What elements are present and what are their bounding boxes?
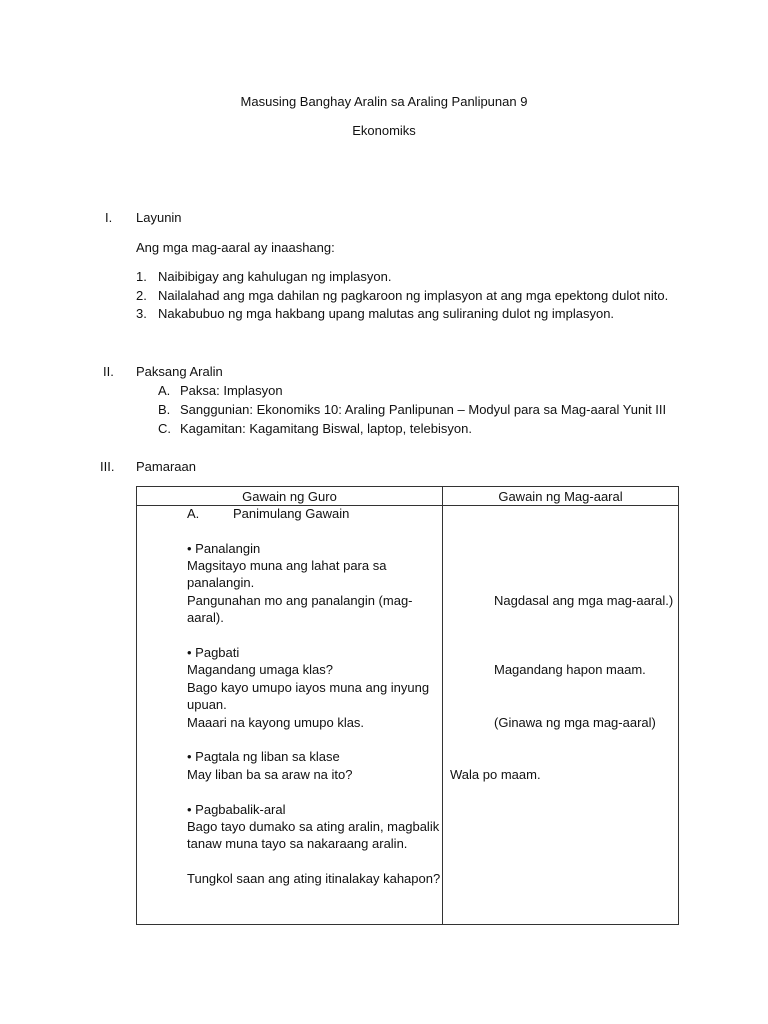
topic-text: Paksa: Implasyon	[180, 383, 283, 398]
objective-text: Nailalahad ang mga dahilan ng pagkaroon ng implasyon at ang mga epektong dulot nito.	[158, 288, 669, 303]
topic-letter: A.	[158, 383, 171, 398]
student-line: Magandang hapon maam.	[494, 662, 646, 677]
teacher-line: Magsitayo muna ang lahat para sa	[187, 558, 387, 573]
teacher-line: • Panalangin	[187, 541, 261, 556]
student-column-header: Gawain ng Mag-aaral	[443, 487, 679, 506]
objective-number: 2.	[136, 288, 147, 303]
procedure-table	[136, 486, 679, 925]
teacher-line: aaral).	[187, 610, 224, 625]
teacher-line: panalangin.	[187, 575, 255, 590]
teacher-column-header: Gawain ng Guro	[137, 487, 443, 506]
section-3-numeral: III.	[100, 459, 115, 474]
teacher-line: Bago kayo umupo iayos muna ang inyung	[187, 680, 430, 695]
objective-text: Naibibigay ang kahulugan ng implasyon.	[158, 269, 392, 284]
teacher-line: May liban ba sa araw na ito?	[187, 767, 353, 782]
teacher-line: Pangunahan mo ang panalangin (mag-	[187, 593, 413, 608]
teacher-line: • Pagbabalik-aral	[187, 802, 286, 817]
section-1-intro: Ang mga mag-aaral ay inaashang:	[136, 240, 335, 255]
teacher-line: Tungkol saan ang ating itinalakay kahapon?	[187, 871, 441, 886]
teacher-line: • Pagtala ng liban sa klase	[187, 749, 340, 764]
section-3-heading: Pamaraan	[136, 459, 196, 474]
topic-letter: C.	[158, 421, 171, 436]
section-2-numeral: II.	[103, 364, 114, 379]
topic-text: Kagamitan: Kagamitang Biswal, laptop, telebisyon.	[180, 421, 472, 436]
section-2-heading: Paksang Aralin	[136, 364, 223, 379]
teacher-activities-cell	[137, 506, 443, 925]
student-line: Wala po maam.	[450, 767, 541, 782]
objective-number: 1.	[136, 269, 147, 284]
table-header-row	[137, 487, 679, 506]
student-line: (Ginawa ng mga mag-aaral)	[494, 715, 656, 730]
teacher-line: Bago tayo dumako sa ating aralin, magbalik	[187, 819, 440, 834]
teacher-line: Magandang umaga klas?	[187, 662, 333, 677]
part-letter: A.	[187, 506, 200, 521]
section-1-heading: Layunin	[136, 210, 182, 225]
student-activities-cell	[443, 506, 679, 925]
teacher-line: upuan.	[187, 697, 227, 712]
section-1-numeral: I.	[105, 210, 113, 225]
teacher-line: Maaari na kayong umupo klas.	[187, 715, 365, 730]
teacher-line: • Pagbati	[187, 645, 240, 660]
part-title: Panimulang Gawain	[233, 506, 350, 521]
teacher-line: tanaw muna tayo sa nakaraang aralin.	[187, 836, 408, 851]
topic-text: Sanggunian: Ekonomiks 10: Araling Panlipunan – Modyul para sa Mag-aaral Yunit III	[180, 402, 667, 417]
student-line: Nagdasal ang mga mag-aaral.)	[494, 593, 674, 608]
objective-number: 3.	[136, 306, 147, 321]
objective-text: Nakabubuo ng mga hakbang upang malutas ang suliraning dulot ng implasyon.	[158, 306, 615, 321]
table-row	[137, 506, 679, 925]
document-subtitle: Ekonomiks	[352, 123, 416, 138]
topic-letter: B.	[158, 402, 171, 417]
document-title: Masusing Banghay Aralin sa Araling Panlipunan 9	[240, 94, 528, 109]
